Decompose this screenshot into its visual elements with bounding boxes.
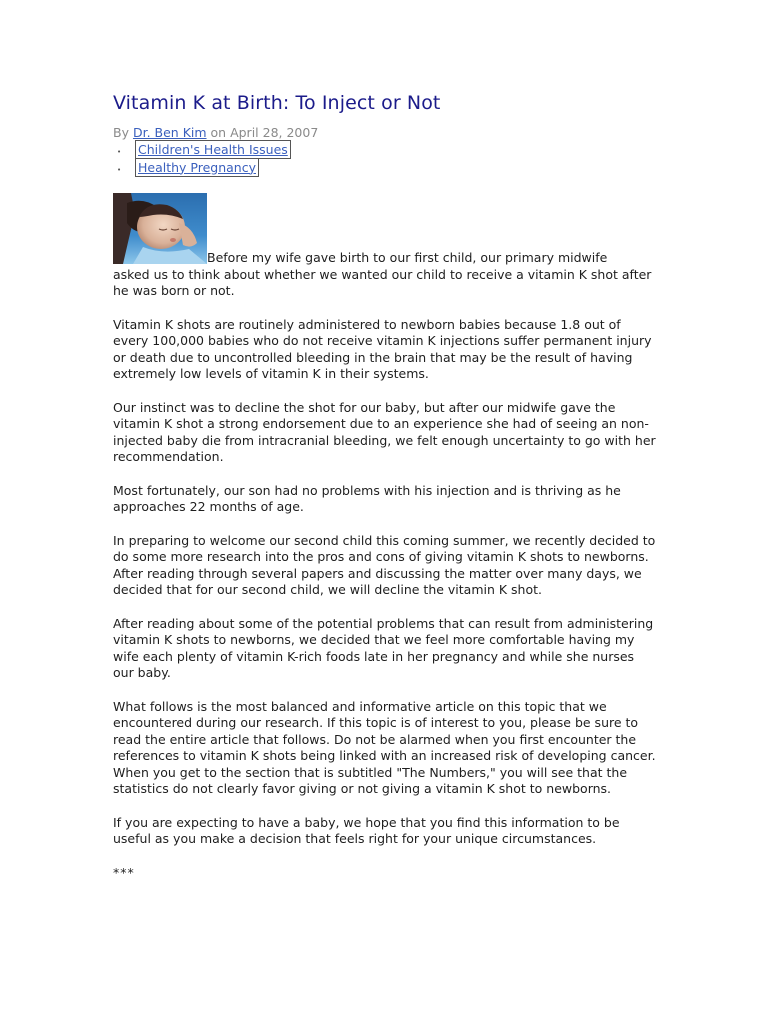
paragraph: Vitamin K shots are routinely administered to newborn babies because 1.8 out of every 100,000 babies who do not receive vitamin K injections suffer permanent injury or death due to uncontrolled bleeding in the brain that may be the result of having extremely low levels of vitamin K in their systems.	[113, 316, 652, 381]
author-link[interactable]: Dr. Ben Kim	[132, 125, 207, 140]
byline-by: By	[113, 125, 129, 140]
category-link-healthy-pregnancy[interactable]: Healthy Pregnancy	[135, 158, 259, 177]
article-title: Vitamin K at Birth: To Inject or Not	[113, 92, 441, 114]
paragraph: Our instinct was to decline the shot for our baby, but after our midwife gave the vitamin K shot a strong endorsement due to an experience she had of seeing an non-injected baby die from intracranial bleeding, we felt enough uncertainty to go with her recommendation.	[113, 399, 656, 464]
section-separator: ***	[113, 864, 135, 880]
paragraph: In preparing to welcome our second child this coming summer, we recently decided to do some more research into the pros and cons of giving vitamin K shots to newborns. After reading through several papers and discussing the matter over many days, we decided that for our second child, we will decline the vitamin K shot.	[113, 532, 656, 597]
bullet-icon: •	[117, 148, 122, 156]
paragraph: After reading about some of the potential problems that can result from administering vitamin K shots to newborns, we decided that we feel more comfortable having my wife each plenty of vitamin K-rich foods late in her pregnancy and while she nurses our baby.	[113, 615, 654, 680]
category-list	[117, 140, 291, 175]
article-body	[113, 250, 658, 898]
category-item	[117, 158, 291, 176]
paragraph: Most fortunately, our son had no problems with his injection and is thriving as he approaches 22 months of age.	[113, 482, 621, 514]
paragraph-intro-first-line: Before my wife gave birth to our first child, our primary midwife	[207, 250, 608, 265]
category-link-childrens-health[interactable]: Children's Health Issues	[135, 140, 291, 159]
paragraph: If you are expecting to have a baby, we hope that you find this information to be useful as you make a decision that feels right for your unique circumstances.	[113, 814, 620, 846]
byline-date: on April 28, 2007	[210, 125, 319, 140]
paragraph-intro	[113, 250, 658, 300]
byline	[113, 125, 318, 140]
bullet-icon: •	[117, 165, 122, 174]
paragraph-intro-rest: asked us to think about whether we wanted our child to receive a vitamin K shot after he was born or not.	[113, 266, 652, 298]
category-item	[117, 140, 291, 158]
paragraph: What follows is the most balanced and informative article on this topic that we encountered during our research. If this topic is of interest to you, please be sure to read the entire article that follows. Do not be alarmed when you first encounter the references to vitamin K shots being linked with an increased risk of developing cancer. When you get to the section that is subtitled "The Numbers," you will see that the statistics do not clearly favor giving or not giving a vitamin K shot to newborns.	[113, 698, 656, 796]
